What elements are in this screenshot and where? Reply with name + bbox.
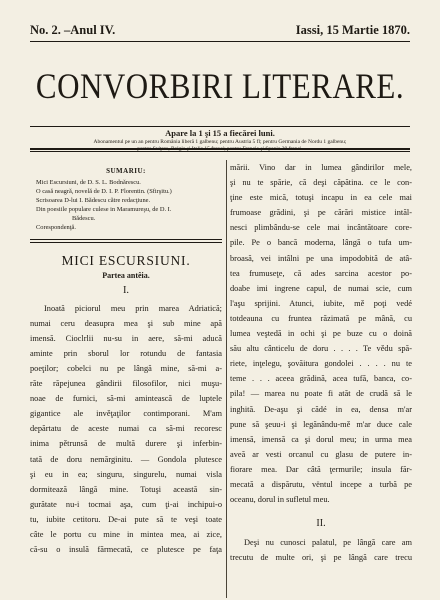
summary-item: Scrisoarea D-lui I. Bădescu către redacţiune. xyxy=(36,197,151,204)
text-line: pune să şeuu-i şi legănându-mě m'ar duce cale xyxy=(230,419,412,429)
text-line: totdeauna cu fruntea răzimată pe mână, cu xyxy=(230,313,412,323)
article-body-left xyxy=(30,301,222,558)
text-line: tu, iubite cetitoru. De-ai pute să te veşi toate xyxy=(30,514,222,524)
text-line: numai ceru deasupra mea şi sub mine apă xyxy=(30,318,222,328)
issue-date: Iassi, 15 Martie 1870. xyxy=(295,22,410,37)
text-line: câte le portu cu mine in mintea mea, ai zice, xyxy=(30,530,222,539)
publication-frequency: Apare la 1 şi 15 a fiecărei luni. xyxy=(165,128,275,138)
section-rule-thin xyxy=(30,151,410,152)
text-line: doabe imi ingrene capul, de numai scie, cum xyxy=(230,283,412,293)
text-line: Deşi nu cunosci palatul, pe lângă care am xyxy=(244,538,412,548)
text-line: mării. Vino dar in lumea gândirilor mele, xyxy=(230,163,412,172)
text-line: gurătate nu-i tocmai aşa, cum ţi-ai inchipui-o xyxy=(30,499,222,509)
article-title: MICI ESCURSIUNI. xyxy=(61,252,191,268)
text-line: inghită. De-aşu şi cădé in ea, densa m'ar xyxy=(230,404,412,414)
summary-item: Corespondenţă. xyxy=(36,224,76,231)
text-line: că-su o insulă fărmecată, ce plutesce pe faţa xyxy=(30,545,222,555)
text-line: broasă, vei intâlni pe una impodobită de atâ- xyxy=(230,253,412,263)
text-line: Inoată piciorul meu prin marea Adriatică; xyxy=(44,303,222,313)
text-line: teme . . . aceea grădină, acea tufă, banca, co- xyxy=(230,374,412,384)
text-line: frumoase grădini, şi pe cărări mistice intăl- xyxy=(230,208,412,218)
text-line: noae de furnici, să-mi amintească de luptele xyxy=(30,394,222,404)
text-line: nesci plimbându-se cele mai incântătoare core- xyxy=(230,223,412,233)
left-column xyxy=(30,160,222,557)
article-part: Partea antêia. xyxy=(102,271,150,281)
subscription-line: Abonamentul pe un an pentru România liberă 1 galbenu; pentru Austria 5 fl; pentru Germania de Nordu 1 galbenu; xyxy=(93,139,347,145)
summary-rule xyxy=(30,242,222,243)
text-line: depărtatu de aceste numai ca să-mi recoresc xyxy=(30,424,222,434)
text-line: riete, inţelegu, şovăitura gondolei . . . . nu te xyxy=(230,359,412,369)
text-line: pile. Pe o bancă moderna, lângă o tufa um- xyxy=(230,238,412,248)
right-column xyxy=(230,160,412,565)
section-number-2: II. xyxy=(316,518,326,530)
text-line: oceanu, dorul in sufletul meu. xyxy=(230,495,330,505)
header-rule xyxy=(30,41,410,42)
text-line: şi eu in ea; singuru, singurelu, numai visla xyxy=(30,469,222,479)
text-line: răte răpejunea gândirii filosofilor, nici muşu- xyxy=(30,379,222,389)
section-number: I. xyxy=(122,285,130,297)
text-line: imensă. Cioclrlii nu-su in aere, să-mi aducă xyxy=(30,333,222,343)
text-line: mecată a dispărutu, vëntul incepe a turbă pe xyxy=(230,479,412,489)
issue-header xyxy=(30,22,410,38)
section-rule xyxy=(30,148,410,150)
summary-item: Mici Escursiuni, de D. S. L. Bodnărescu. xyxy=(36,179,141,186)
text-line: gigantice ale invěţaţilor contimporani. M'am xyxy=(30,409,222,419)
text-line: ţine este mică, totuşi incapu in ea cele mai xyxy=(230,193,412,203)
text-line: dormitează lângă mine. Totuşi această sin- xyxy=(30,484,222,494)
article-body-right xyxy=(230,160,412,507)
text-line: l'aşu sprijini. Atunci, iubite, mě poţi vedé xyxy=(230,298,412,308)
text-line: poeţilor; cobelci nu pe lângă mine, să-mi a- xyxy=(30,363,222,373)
text-line: tea frumuseţe, că ades sarcina acestor po- xyxy=(230,268,412,278)
summary-list xyxy=(30,178,222,232)
article-body-right-2 xyxy=(230,535,412,565)
summary-item: O casă neagră, novelă de D. I. P. Florentin. (Sfirşitu.) xyxy=(36,188,172,195)
summary-item: Bădescu. xyxy=(72,215,96,222)
summary-rule xyxy=(30,239,222,240)
summary-title: SUMARIU: xyxy=(106,167,146,175)
column-divider xyxy=(226,160,227,598)
text-line: trecutu de multe ori, şi pe lângă care trecu xyxy=(230,553,412,563)
masthead-title: CONVORBIRI LITERARE. xyxy=(35,65,405,106)
text-line: fiorare mea. Dar câtă ţermurile; insula făr- xyxy=(230,464,412,474)
summary-item: Din poesiile populare culese in Maramureşu, de D. I. xyxy=(36,206,172,213)
text-line: tată de doru nemărginitu. — Gondola plutesce xyxy=(30,454,222,464)
text-line: şi nu te spărie, că deşi căpătina. ce le con- xyxy=(230,178,412,188)
text-line: aveă ar vesti orcanul cu glasu de putere in- xyxy=(230,449,412,459)
issue-number: No. 2. –Anul IV. xyxy=(30,22,116,37)
text-line: aminte prin sborul lor rotundu de fantasia xyxy=(30,348,222,358)
text-line: lumea veştedă in ochi şi pe buze cu o doină xyxy=(230,329,412,339)
text-line: imensă, imensă ca şi dorul meu; in urma mea xyxy=(230,434,412,444)
text-line: pila! — marea nu poate fi atăt de crudă să le xyxy=(230,389,412,399)
text-line: inima pětrunsă de multă durere şi inferbin- xyxy=(30,439,222,449)
text-line: său altu cânticelu de doru . . . . Te vědu spă- xyxy=(230,344,412,354)
masthead-rule xyxy=(30,126,410,127)
